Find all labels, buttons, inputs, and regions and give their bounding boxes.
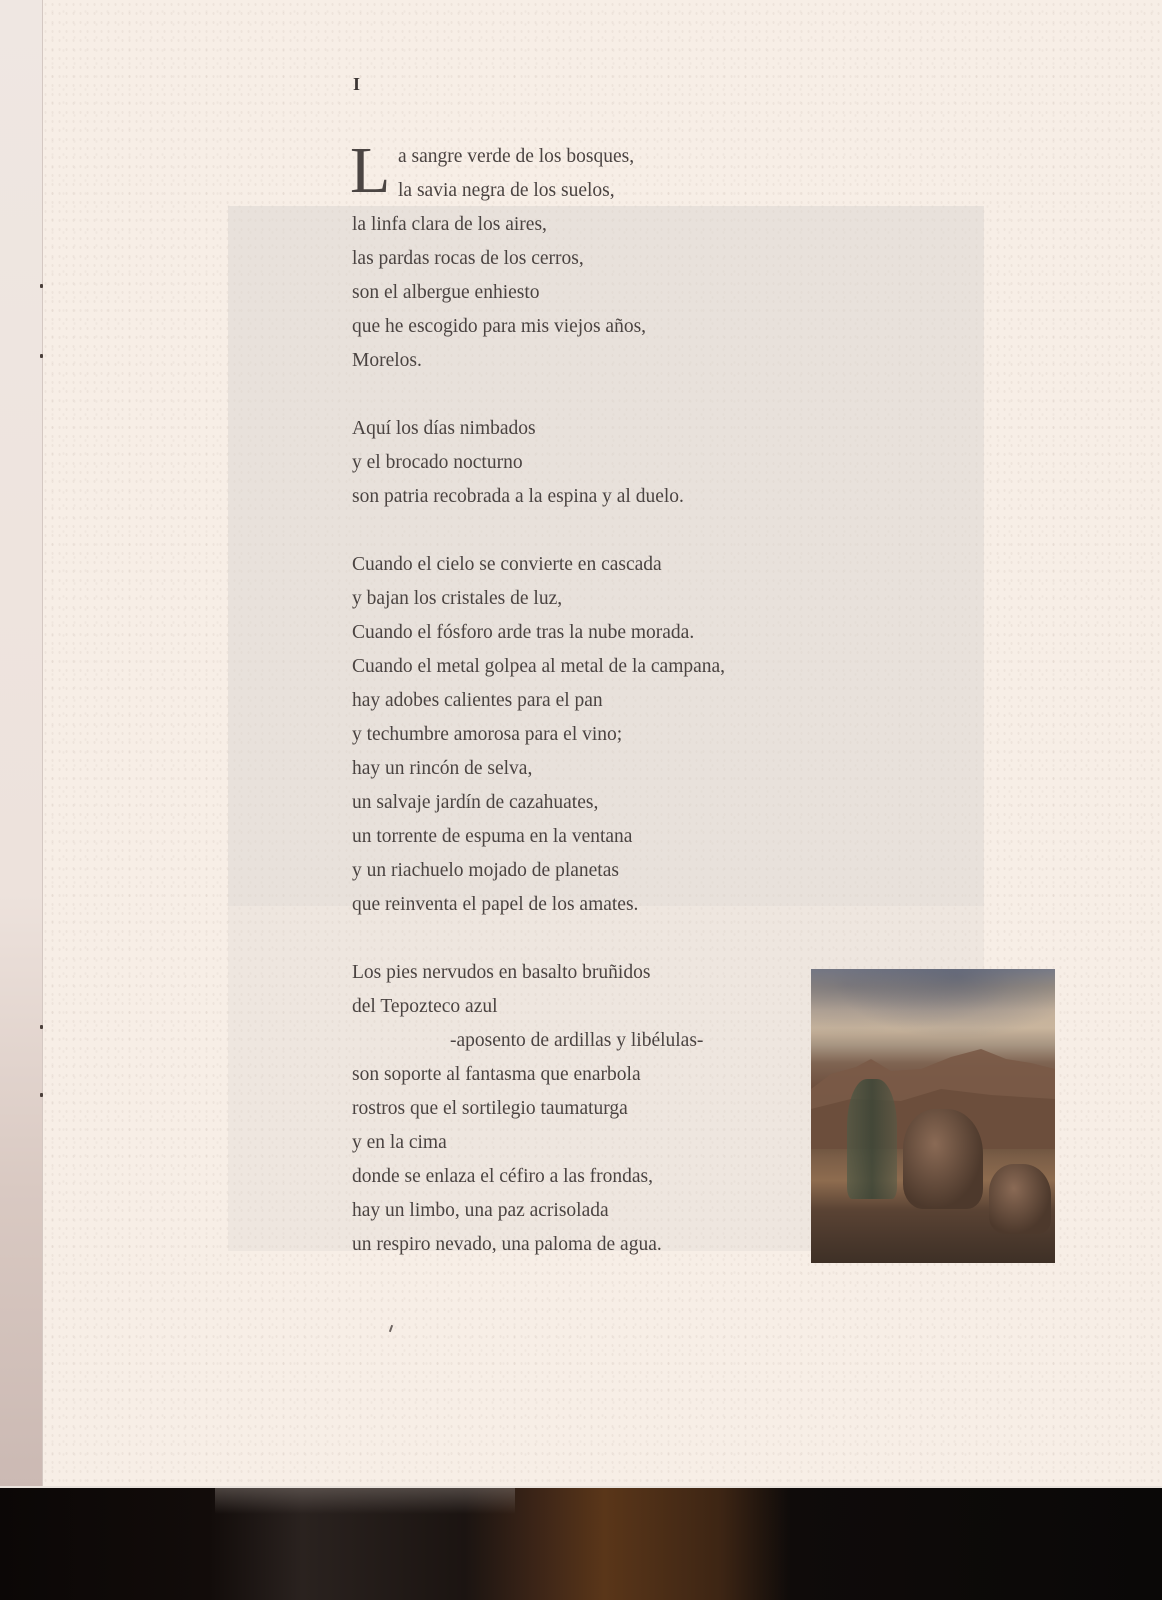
binding-speck	[40, 1093, 43, 1097]
poem-line: y techumbre amorosa para el vino;	[352, 724, 623, 745]
landscape-painting-illustration	[811, 969, 1055, 1263]
binding-speck	[40, 1025, 43, 1029]
poem-line: hay adobes calientes para el pan	[352, 690, 603, 711]
poem-line: y el brocado nocturno	[352, 452, 523, 473]
stanza-break	[352, 514, 992, 548]
poem-line: un torrente de espuma en la ventana	[352, 826, 633, 847]
scanner-bed-background	[0, 1488, 1162, 1600]
section-number: I	[353, 74, 361, 94]
painting-trees	[847, 1079, 897, 1199]
stanza-break	[352, 378, 992, 412]
binding-speck	[40, 354, 43, 358]
poem-line: son patria recobrada a la espina y al duelo.	[352, 486, 684, 507]
poem-line: un respiro nevado, una paloma de agua.	[352, 1234, 662, 1255]
poem-line: donde se enlaza el céfiro a las frondas,	[352, 1166, 654, 1187]
poem-line: la linfa clara de los aires,	[352, 214, 547, 235]
stanza-break	[352, 922, 992, 956]
poem-line: Los pies nervudos en basalto bruñidos	[352, 962, 651, 983]
poem-line: Morelos.	[352, 350, 422, 371]
poem-line: hay un rincón de selva,	[352, 758, 533, 779]
poem-line: Cuando el metal golpea al metal de la campana,	[352, 656, 726, 677]
poem-line-text: a sangre verde de los bosques,	[398, 146, 635, 167]
drop-cap: L	[350, 134, 391, 207]
painting-rock-small	[989, 1164, 1051, 1234]
poem-line: la savia negra de los suelos,	[398, 180, 615, 201]
binding-speck	[40, 284, 43, 288]
poem-line: las pardas rocas de los cerros,	[352, 248, 584, 269]
poem-line: un salvaje jardín de cazahuates,	[352, 792, 599, 813]
poem-line: rostros que el sortilegio taumaturga	[352, 1098, 628, 1119]
poem-line: hay un limbo, una paz acrisolada	[352, 1200, 609, 1221]
poem-line: Cuando el cielo se convierte en cascada	[352, 554, 662, 575]
poem-line: y en la cima	[352, 1132, 447, 1153]
poem-line: y bajan los cristales de luz,	[352, 588, 563, 609]
poem-line-indented: -aposento de ardillas y libélulas-	[450, 1030, 704, 1051]
poem-line: que reinventa el papel de los amates.	[352, 894, 639, 915]
poem-line: que he escogido para mis viejos años,	[352, 316, 647, 337]
poem-line: Cuando el fósforo arde tras la nube morada.	[352, 622, 695, 643]
poem-line: son soporte al fantasma que enarbola	[352, 1064, 641, 1085]
ink-speck	[389, 1325, 393, 1332]
poem-line: son el albergue enhiesto	[352, 282, 540, 303]
poem-line: Aquí los días nimbados	[352, 418, 536, 439]
page-binding-strip	[0, 0, 43, 1488]
painting-rock-large	[903, 1109, 983, 1209]
poem-line: del Tepozteco azul	[352, 996, 498, 1017]
poem-line: y un riachuelo mojado de planetas	[352, 860, 619, 881]
scanner-glare	[215, 1488, 515, 1514]
